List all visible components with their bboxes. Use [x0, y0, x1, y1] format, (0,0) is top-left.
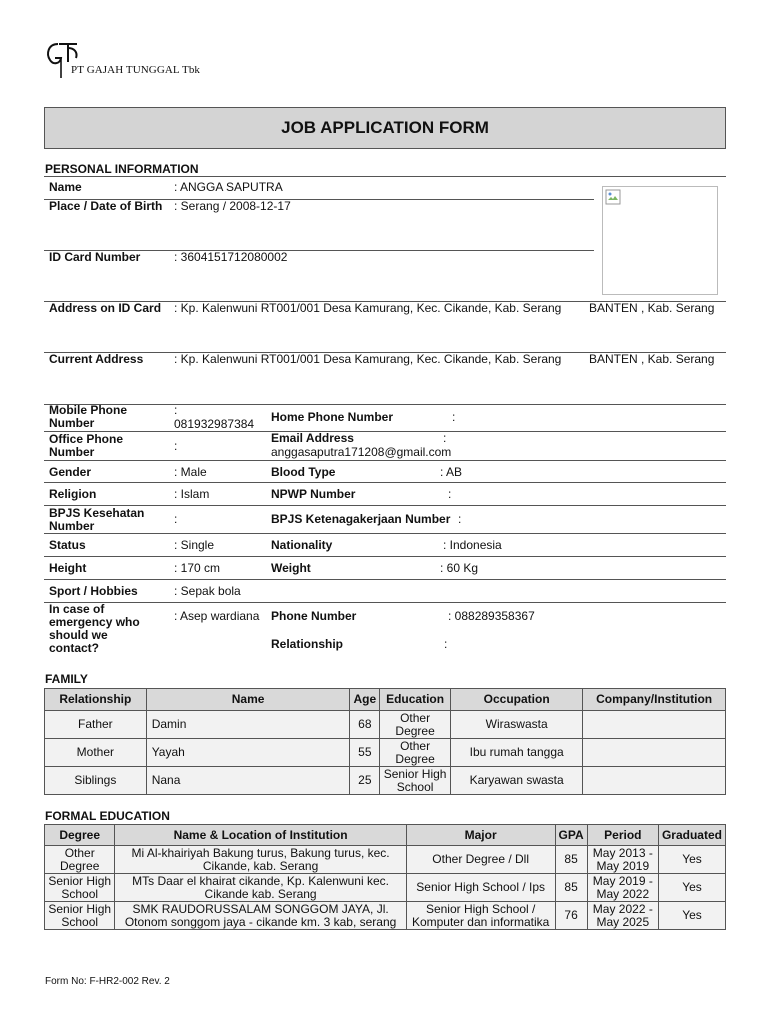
education-degree-cell: Senior High School: [45, 902, 115, 930]
family-education-cell: Senior High School: [380, 767, 451, 795]
education-institution-cell: SMK RAUDORUSSALAM SONGGOM JAYA, Jl. Otonom songgom jaya - cikande km. 3 kab, serang: [115, 902, 406, 930]
office-phone-label: Office Phone Number: [49, 432, 124, 459]
name-label: Name: [49, 180, 82, 194]
section-education-title: FORMAL EDUCATION: [45, 809, 170, 823]
family-name-cell: Nana: [146, 767, 350, 795]
emergency-phone-label: Phone Number: [271, 609, 357, 623]
education-period-cell: May 2022 - May 2025: [587, 902, 658, 930]
column-header: Occupation: [451, 689, 583, 711]
family-occupation-cell: Karyawan swasta: [451, 767, 583, 795]
education-table: [44, 824, 726, 930]
id-card-label: ID Card Number: [49, 250, 141, 264]
divider: [44, 431, 726, 432]
home-phone-value: :: [452, 410, 456, 424]
education-graduated-cell: Yes: [658, 902, 725, 930]
education-institution-cell: Mi Al-khairiyah Bakung turus, Bakung turus, kec. Cikande, kab. Serang: [115, 846, 406, 874]
birth-label: Place / Date of Birth: [49, 199, 163, 213]
family-relationship-cell: Father: [45, 711, 147, 739]
table-row: [45, 739, 726, 767]
divider: [44, 579, 726, 580]
sport-value: : Sepak bola: [174, 584, 241, 598]
education-degree-cell: Senior High School: [45, 874, 115, 902]
religion-label: Religion: [49, 487, 97, 501]
gender-label: Gender: [49, 465, 92, 479]
npwp-value: :: [448, 487, 452, 501]
company-logo: [44, 38, 244, 82]
email-label: Email Address: [271, 431, 354, 445]
column-header: Relationship: [45, 689, 147, 711]
mobile-phone-label: Mobile Phone Number: [49, 403, 127, 430]
status-label: Status: [49, 538, 86, 552]
education-gpa-cell: 76: [555, 902, 587, 930]
education-period-cell: May 2019 - May 2022: [587, 874, 658, 902]
address-id-region: BANTEN , Kab. Serang: [589, 301, 715, 315]
table-row: [45, 874, 726, 902]
education-gpa-cell: 85: [555, 846, 587, 874]
education-major-cell: Senior High School / Komputer dan informatika: [406, 902, 555, 930]
company-name: PT GAJAH TUNGGAL Tbk: [71, 64, 201, 76]
divider: [44, 556, 726, 557]
family-company-cell: [583, 711, 726, 739]
education-major-cell: Other Degree / Dll: [406, 846, 555, 874]
form-number: Form No: F-HR2-002 Rev. 2: [45, 976, 170, 987]
home-phone-label: Home Phone Number: [271, 410, 394, 424]
height-label: Height: [49, 561, 87, 575]
office-phone-value: :: [174, 439, 178, 453]
column-header: Name & Location of Institution: [115, 825, 406, 846]
divider: [44, 460, 726, 461]
mobile-phone-value: 081932987384: [174, 417, 255, 431]
relationship-label: Relationship: [271, 637, 344, 651]
status-value: : Single: [174, 538, 215, 552]
address-id-value: : Kp. Kalenwuni RT001/001 Desa Kamurang, Kec. Cikande, Kab. Serang: [174, 301, 562, 315]
section-personal-title: PERSONAL INFORMATION: [45, 162, 199, 176]
education-degree-cell: Other Degree: [45, 846, 115, 874]
education-gpa-cell: 85: [555, 874, 587, 902]
column-header: Age: [350, 689, 380, 711]
relationship-value: :: [444, 637, 448, 651]
column-header: Major: [406, 825, 555, 846]
height-value: : 170 cm: [174, 561, 221, 575]
column-header: Graduated: [658, 825, 725, 846]
name-value: : ANGGA SAPUTRA: [174, 180, 283, 194]
current-address-value: : Kp. Kalenwuni RT001/001 Desa Kamurang, Kec. Cikande, Kab. Serang: [174, 352, 562, 366]
applicant-photo: [602, 186, 718, 295]
weight-value: : 60 Kg: [440, 561, 479, 575]
divider: [44, 176, 726, 177]
bpjs-kesehatan-value: :: [174, 512, 178, 526]
current-address-label: Current Address: [49, 352, 144, 366]
broken-image-icon: [605, 189, 621, 205]
nationality-label: Nationality: [271, 538, 333, 552]
emergency-phone-value: : 088289358367: [448, 609, 535, 623]
divider: [44, 533, 726, 534]
family-table: [44, 688, 726, 795]
family-header-row: [45, 689, 726, 711]
divider: [44, 602, 726, 603]
form-title: JOB APPLICATION FORM: [44, 107, 726, 149]
emergency-value: : Asep wardiana: [174, 609, 260, 623]
education-graduated-cell: Yes: [658, 874, 725, 902]
sport-label: Sport / Hobbies: [49, 584, 138, 598]
npwp-label: NPWP Number: [271, 487, 356, 501]
table-row: [45, 711, 726, 739]
family-company-cell: [583, 739, 726, 767]
gender-value: : Male: [174, 465, 207, 479]
education-header-row: [45, 825, 726, 846]
family-age-cell: 68: [350, 711, 380, 739]
bpjs-ketenagakerjaan-label: BPJS Ketenagakerjaan Number: [271, 512, 451, 526]
column-header: Degree: [45, 825, 115, 846]
email-colon: :: [443, 431, 447, 445]
column-header: Period: [587, 825, 658, 846]
religion-value: : Islam: [174, 487, 210, 501]
table-row: [45, 846, 726, 874]
family-occupation-cell: Ibu rumah tangga: [451, 739, 583, 767]
family-relationship-cell: Mother: [45, 739, 147, 767]
bpjs-kesehatan-label: BPJS Kesehatan Number: [49, 506, 145, 533]
mobile-phone-colon: :: [174, 403, 178, 417]
family-age-cell: 55: [350, 739, 380, 767]
family-relationship-cell: Siblings: [45, 767, 147, 795]
education-graduated-cell: Yes: [658, 846, 725, 874]
column-header: Company/Institution: [583, 689, 726, 711]
nationality-value: : Indonesia: [443, 538, 502, 552]
family-name-cell: Damin: [146, 711, 350, 739]
id-card-value: : 3604151712080002: [174, 250, 288, 264]
table-row: [45, 767, 726, 795]
divider: [44, 505, 726, 506]
bpjs-ketenagakerjaan-value: :: [458, 512, 462, 526]
column-header: Name: [146, 689, 350, 711]
column-header: Education: [380, 689, 451, 711]
education-major-cell: Senior High School / Ips: [406, 874, 555, 902]
family-company-cell: [583, 767, 726, 795]
family-name-cell: Yayah: [146, 739, 350, 767]
family-education-cell: Other Degree: [380, 711, 451, 739]
current-address-region: BANTEN , Kab. Serang: [589, 352, 715, 366]
weight-label: Weight: [271, 561, 311, 575]
education-period-cell: May 2013 - May 2019: [587, 846, 658, 874]
family-occupation-cell: Wiraswasta: [451, 711, 583, 739]
emergency-label: In case of emergency who should we contact?: [49, 602, 140, 655]
birth-value: : Serang / 2008-12-17: [174, 199, 291, 213]
blood-type-value: : AB: [440, 465, 463, 479]
column-header: GPA: [555, 825, 587, 846]
table-row: [45, 902, 726, 930]
family-age-cell: 25: [350, 767, 380, 795]
divider: [44, 482, 726, 483]
education-institution-cell: MTs Daar el khairat cikande, Kp. Kalenwuni kec. Cikande kab. Serang: [115, 874, 406, 902]
section-family-title: FAMILY: [45, 672, 88, 686]
family-education-cell: Other Degree: [380, 739, 451, 767]
email-value: anggasaputra171208@gmail.com: [271, 445, 452, 459]
address-id-label: Address on ID Card: [49, 301, 162, 315]
blood-type-label: Blood Type: [271, 465, 336, 479]
